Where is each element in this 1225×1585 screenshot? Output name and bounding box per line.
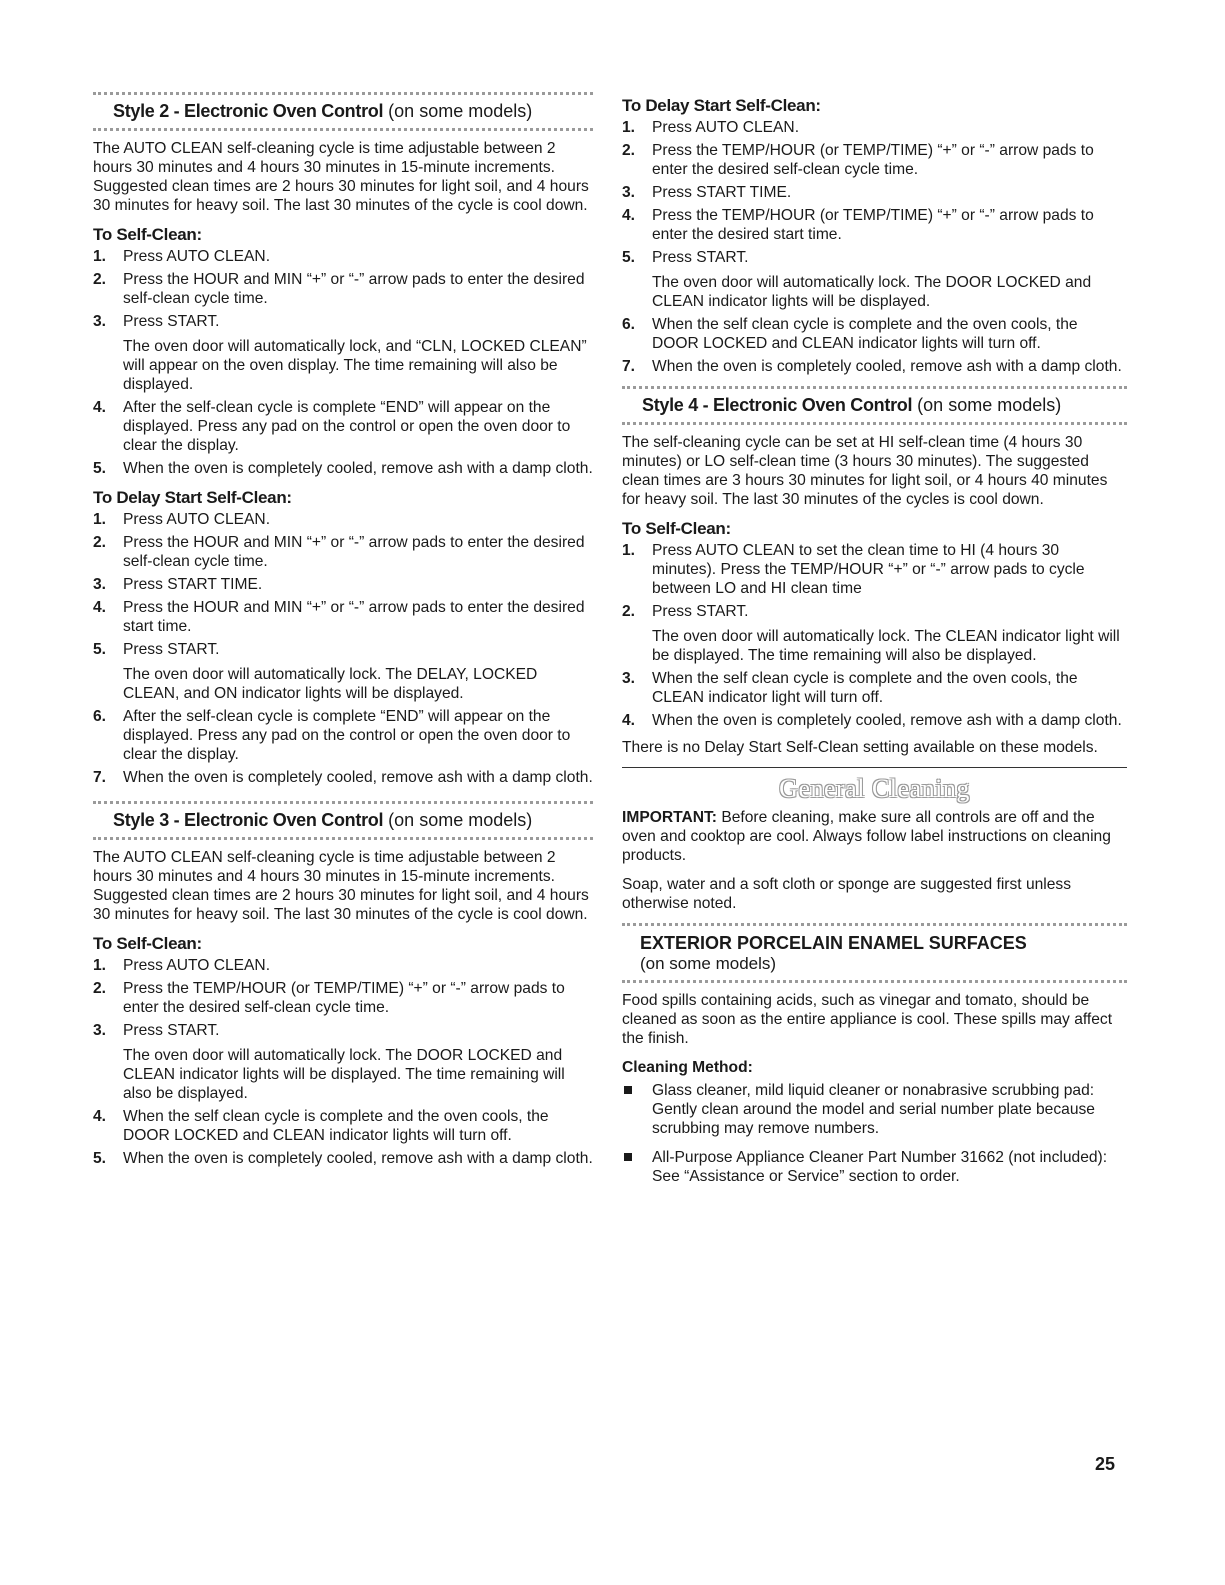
style4-no-delay-note: There is no Delay Start Self-Clean setting available on these models. bbox=[622, 739, 1098, 756]
step-text: Press START. bbox=[123, 1022, 220, 1039]
step-number: 1. bbox=[622, 119, 636, 136]
step-text: Press START TIME. bbox=[123, 576, 263, 593]
step-item bbox=[93, 459, 593, 478]
step-item bbox=[93, 707, 593, 764]
step-item bbox=[622, 357, 1127, 376]
cleaning-method-heading: Cleaning Method: bbox=[622, 1059, 753, 1076]
style3-delay-steps bbox=[622, 118, 1127, 376]
important-text: Before cleaning, make sure all controls are off and the oven and cooktop are cool. Always follow label instructions on cleaning products. bbox=[622, 809, 1111, 864]
style2-self-clean-steps bbox=[93, 247, 593, 478]
method-text: All-Purpose Appliance Cleaner Part Number 31662 (not included): bbox=[652, 1149, 1108, 1166]
step-text: Press AUTO CLEAN to set the clean time to HI (4 hours 30 minutes). Press the TEMP/HOUR “+” or “-” arrow pads to cycle between LO and HI clean time bbox=[652, 542, 1085, 597]
important-label: IMPORTANT: bbox=[622, 809, 717, 826]
step-note: The oven door will automatically lock, and “CLN, LOCKED CLEAN” will appear on the oven display. The time remaining will also be displayed. bbox=[123, 338, 587, 393]
style2-delay-steps bbox=[93, 510, 593, 787]
step-number: 3. bbox=[93, 576, 107, 593]
step-note: The oven door will automatically lock. The DOOR LOCKED and CLEAN indicator lights will be displayed. The time remaining will also be displayed. bbox=[123, 1047, 565, 1102]
step-item bbox=[93, 510, 593, 529]
step-number: 1. bbox=[93, 511, 107, 528]
style4-paren: (on some models) bbox=[912, 395, 1062, 415]
cleaning-method-list bbox=[622, 1081, 1127, 1186]
step-text: Press the HOUR and MIN “+” or “-” arrow pads to enter the desired start time. bbox=[123, 599, 585, 635]
step-text: When the self clean cycle is complete and the oven cools, the DOOR LOCKED and CLEAN indicator lights will turn off. bbox=[652, 316, 1078, 352]
style2-paren: (on some models) bbox=[383, 101, 533, 121]
step-number: 2. bbox=[622, 142, 636, 159]
step-number: 1. bbox=[93, 957, 107, 974]
style3-header bbox=[93, 801, 593, 840]
step-number: 3. bbox=[93, 313, 107, 330]
step-text: Press AUTO CLEAN. bbox=[123, 511, 271, 528]
step-note: The oven door will automatically lock. The CLEAN indicator light will be displayed. The time remaining will also be displayed. bbox=[652, 628, 1120, 664]
style2-intro: The AUTO CLEAN self-cleaning cycle is time adjustable between 2 hours 30 minutes and 4 hours 30 minutes in 15-minute increments. Suggested clean times are 2 hours 30 minutes for light soil, and 4 hours 30 minutes for heavy soil. The last 30 minutes of the cycle is cool down. bbox=[93, 140, 589, 214]
step-number: 4. bbox=[622, 712, 636, 729]
style3-self-clean-heading: To Self-Clean: bbox=[93, 934, 202, 953]
step-number: 3. bbox=[622, 670, 636, 687]
step-number: 4. bbox=[93, 1108, 107, 1125]
step-item bbox=[622, 183, 1127, 202]
step-item bbox=[93, 598, 593, 636]
style3-paren: (on some models) bbox=[383, 810, 533, 830]
step-note: The oven door will automatically lock. The DOOR LOCKED and CLEAN indicator lights will be displayed. bbox=[652, 274, 1092, 310]
exterior-header bbox=[622, 923, 1127, 983]
step-text: Press the HOUR and MIN “+” or “-” arrow pads to enter the desired self-clean cycle time. bbox=[123, 271, 585, 307]
step-text: When the oven is completely cooled, remove ash with a damp cloth. bbox=[652, 712, 1122, 729]
step-text: After the self-clean cycle is complete “END” will appear on the displayed. Press any pad on the control or open the oven door to clear the display. bbox=[123, 708, 571, 763]
step-text: Press the HOUR and MIN “+” or “-” arrow pads to enter the desired self-clean cycle time. bbox=[123, 534, 585, 570]
page-number: 25 bbox=[1095, 1454, 1116, 1474]
style2-header bbox=[93, 92, 593, 131]
step-text: When the oven is completely cooled, remove ash with a damp cloth. bbox=[123, 460, 593, 477]
method-text: Glass cleaner, mild liquid cleaner or nonabrasive scrubbing pad: bbox=[652, 1082, 1095, 1099]
step-number: 1. bbox=[93, 248, 107, 265]
step-item bbox=[93, 979, 593, 1017]
step-number: 7. bbox=[622, 358, 636, 375]
exterior-title: EXTERIOR PORCELAIN ENAMEL SURFACES bbox=[640, 933, 1027, 953]
important-note bbox=[622, 808, 1127, 865]
step-number: 7. bbox=[93, 769, 107, 786]
exterior-intro: Food spills containing acids, such as vinegar and tomato, should be cleaned as soon as the entire appliance is cool. These spills may affect the finish. bbox=[622, 992, 1113, 1047]
step-item bbox=[622, 248, 1127, 311]
step-item bbox=[622, 669, 1127, 707]
general-cleaning-title: General Cleaning bbox=[779, 774, 970, 803]
step-text: When the oven is completely cooled, remove ash with a damp cloth. bbox=[652, 358, 1122, 375]
step-text: Press START. bbox=[652, 603, 749, 620]
step-item bbox=[93, 575, 593, 594]
step-number: 3. bbox=[622, 184, 636, 201]
step-text: Press the TEMP/HOUR (or TEMP/TIME) “+” or “-” arrow pads to enter the desired self-clean cycle time. bbox=[123, 980, 565, 1016]
step-item bbox=[93, 640, 593, 703]
step-number: 4. bbox=[93, 399, 107, 416]
method-item bbox=[622, 1081, 1127, 1138]
step-text: Press START. bbox=[652, 249, 749, 266]
right-column bbox=[622, 92, 1127, 1196]
left-column bbox=[93, 92, 593, 1176]
method-item bbox=[622, 1148, 1127, 1186]
step-item bbox=[622, 206, 1127, 244]
step-item bbox=[622, 602, 1127, 665]
bullet-square-icon bbox=[624, 1153, 632, 1161]
step-number: 2. bbox=[93, 271, 107, 288]
step-number: 2. bbox=[93, 980, 107, 997]
step-text: Press START TIME. bbox=[652, 184, 792, 201]
step-note: The oven door will automatically lock. The DELAY, LOCKED CLEAN, and ON indicator lights will be displayed. bbox=[123, 666, 538, 702]
step-item bbox=[622, 541, 1127, 598]
soap-note: Soap, water and a soft cloth or sponge are suggested first unless otherwise noted. bbox=[622, 876, 1072, 912]
step-text: After the self-clean cycle is complete “END” will appear on the displayed. Press any pad on the control or open the oven door to clear the display. bbox=[123, 399, 571, 454]
section-divider bbox=[622, 767, 1127, 768]
step-item bbox=[93, 768, 593, 787]
step-text: Press the TEMP/HOUR (or TEMP/TIME) “+” or “-” arrow pads to enter the desired self-clean cycle time. bbox=[652, 142, 1094, 178]
style4-self-clean-heading: To Self-Clean: bbox=[622, 519, 731, 538]
step-text: When the self clean cycle is complete and the oven cools, the DOOR LOCKED and CLEAN indicator lights will turn off. bbox=[123, 1108, 549, 1144]
method-detail: Gently clean around the model and serial number plate because scrubbing may remove numbers. bbox=[652, 1101, 1095, 1137]
step-number: 2. bbox=[622, 603, 636, 620]
step-number: 1. bbox=[622, 542, 636, 559]
step-text: When the oven is completely cooled, remove ash with a damp cloth. bbox=[123, 1150, 593, 1167]
step-item bbox=[622, 118, 1127, 137]
step-item bbox=[93, 1021, 593, 1103]
step-number: 6. bbox=[93, 708, 107, 725]
step-number: 3. bbox=[93, 1022, 107, 1039]
style2-title: Style 2 - Electronic Oven Control bbox=[113, 101, 384, 121]
step-item bbox=[93, 398, 593, 455]
style3-intro: The AUTO CLEAN self-cleaning cycle is time adjustable between 2 hours 30 minutes and 4 hours 30 minutes in 15-minute increments. Suggested clean times are 2 hours 30 minutes for light soil, and 4 hours 30 minutes for heavy soil. The last 30 minutes of the cycle is cool down. bbox=[93, 849, 589, 923]
step-text: Press the TEMP/HOUR (or TEMP/TIME) “+” or “-” arrow pads to enter the desired start time. bbox=[652, 207, 1094, 243]
step-number: 6. bbox=[622, 316, 636, 333]
style4-title: Style 4 - Electronic Oven Control bbox=[642, 395, 913, 415]
style4-header bbox=[622, 386, 1127, 425]
method-detail: See “Assistance or Service” section to order. bbox=[652, 1168, 960, 1185]
style2-self-clean-heading: To Self-Clean: bbox=[93, 225, 202, 244]
step-number: 5. bbox=[93, 641, 107, 658]
step-text: When the self clean cycle is complete and the oven cools, the CLEAN indicator light will turn off. bbox=[652, 670, 1078, 706]
step-number: 5. bbox=[93, 460, 107, 477]
step-number: 5. bbox=[93, 1150, 107, 1167]
step-number: 4. bbox=[622, 207, 636, 224]
step-item bbox=[93, 956, 593, 975]
step-text: Press AUTO CLEAN. bbox=[652, 119, 800, 136]
step-item bbox=[622, 315, 1127, 353]
style3-self-clean-steps bbox=[93, 956, 593, 1168]
style2-delay-heading: To Delay Start Self-Clean: bbox=[93, 488, 292, 507]
style3-delay-heading: To Delay Start Self-Clean: bbox=[622, 96, 821, 115]
style4-self-clean-steps bbox=[622, 541, 1127, 730]
step-item bbox=[622, 141, 1127, 179]
step-text: Press START. bbox=[123, 313, 220, 330]
step-number: 4. bbox=[93, 599, 107, 616]
step-number: 2. bbox=[93, 534, 107, 551]
bullet-square-icon bbox=[624, 1086, 632, 1094]
step-text: Press AUTO CLEAN. bbox=[123, 957, 271, 974]
step-item bbox=[93, 1107, 593, 1145]
step-item bbox=[622, 711, 1127, 730]
step-item bbox=[93, 312, 593, 394]
step-text: When the oven is completely cooled, remove ash with a damp cloth. bbox=[123, 769, 593, 786]
style3-title: Style 3 - Electronic Oven Control bbox=[113, 810, 384, 830]
style4-intro: The self-cleaning cycle can be set at HI self-clean time (4 hours 30 minutes) or LO self-clean time (3 hours 30 minutes). The suggested clean times are 3 hours 30 minutes for light soil, or 4 hours 40 minutes for heavy soil. The last 30 minutes of the cycles is cool down. bbox=[622, 434, 1108, 508]
step-item bbox=[93, 270, 593, 308]
step-item bbox=[93, 533, 593, 571]
step-item bbox=[93, 247, 593, 266]
step-number: 5. bbox=[622, 249, 636, 266]
step-item bbox=[93, 1149, 593, 1168]
step-text: Press START. bbox=[123, 641, 220, 658]
step-text: Press AUTO CLEAN. bbox=[123, 248, 271, 265]
exterior-subtitle: (on some models) bbox=[640, 954, 777, 973]
